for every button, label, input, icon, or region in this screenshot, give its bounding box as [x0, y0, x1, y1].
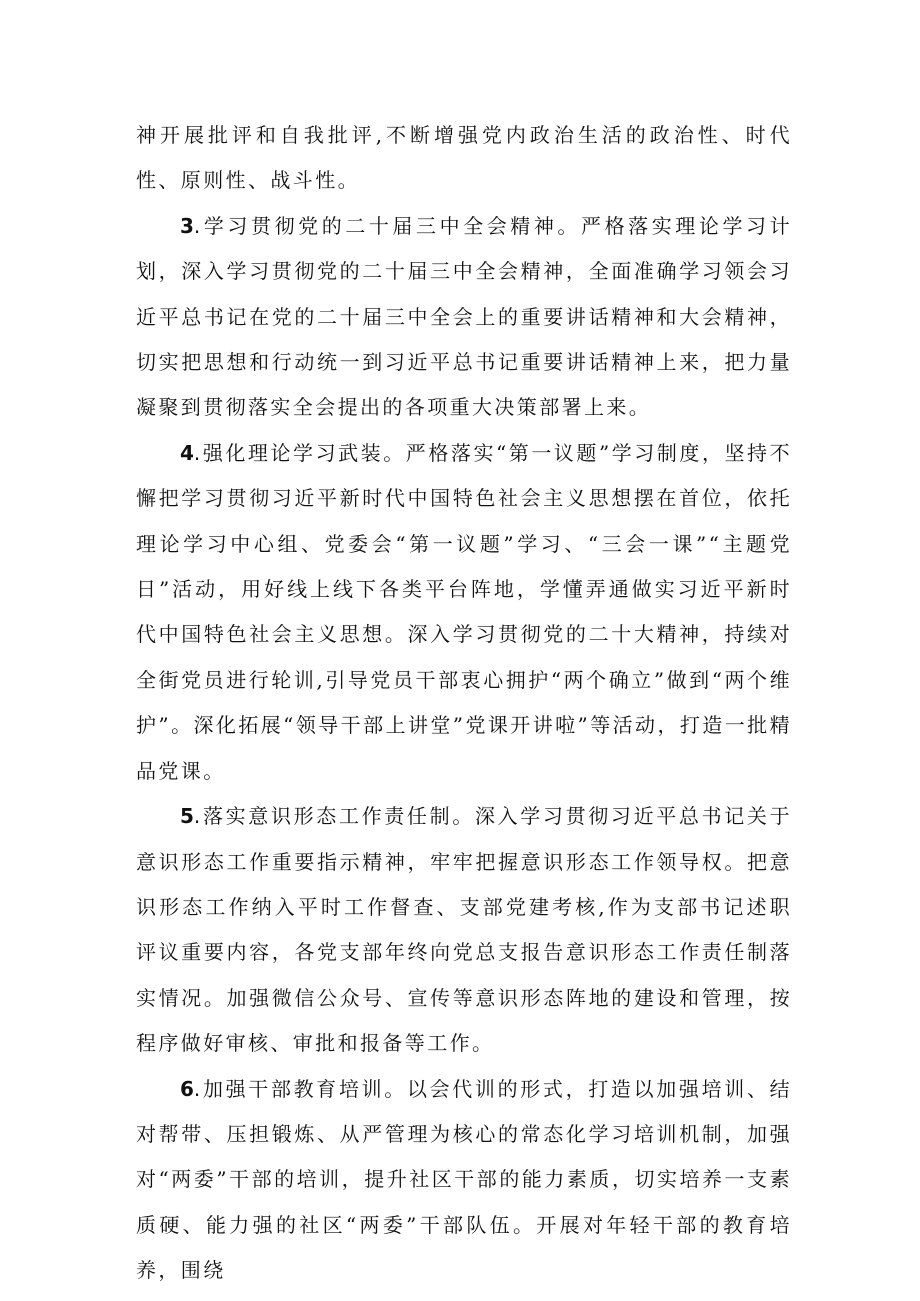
item-number: 3: [180, 213, 194, 238]
paragraph-continued: [136, 113, 792, 204]
item-heading: .学习贯彻党的二十届三中全会精神。: [193, 213, 582, 238]
item-number: 4: [180, 440, 194, 465]
paragraph-item-4: [136, 431, 792, 794]
paragraph-text: 以会代训的形式，打造以加强培训、结对帮带、压担锻炼、从严管理为核心的常态化学习培训机制，加强对“两委”干部的培训，提升社区干部的能力素质，切实培养一支素质硬、能力强的社区“两委”干部队伍。开展对年轻干部的教育培养，围绕: [136, 1076, 792, 1283]
paragraph-text: 严格落实理论学习计划，深入学习贯彻党的二十届三中全会精神，全面准确学习领会习近平总书记在党的二十届三中全会上的重要讲话精神和大会精神，切实把思想和行动统一到习近平总书记重要讲话精神上来，把力量凝聚到贯彻落实全会提出的各项重大决策部署上来。: [136, 213, 792, 420]
paragraph-item-6: [136, 1067, 792, 1294]
paragraph-item-3: [136, 204, 792, 431]
paragraph-text: 深入学习贯彻习近平总书记关于意识形态工作重要指示精神，牢牢把握意识形态工作领导权。把意识形态工作纳入平时工作督查、支部党建考核,作为支部书记述职评议重要内容，各党支部年终向党总支报告意识形态工作责任制落实情况。加强微信公众号、宣传等意识形态阵地的建设和管理，按程序做好审核、审批和报备等工作。: [136, 804, 792, 1056]
item-heading: .落实意识形态工作责任制。: [193, 804, 475, 829]
item-heading: .加强干部教育培训。: [193, 1076, 407, 1101]
item-number: 6: [180, 1076, 194, 1101]
item-heading: .强化理论学习武装。: [193, 440, 406, 465]
paragraph-text: 神开展批评和自我批评,不断增强党内政治生活的政治性、时代性、原则性、战斗性。: [136, 123, 792, 193]
item-number: 5: [180, 804, 194, 829]
paragraph-item-5: [136, 794, 792, 1066]
document-body: [136, 113, 792, 1294]
paragraph-text: 严格落实“第一议题”学习制度，坚持不懈把学习贯彻习近平新时代中国特色社会主义思想摆在首位，依托理论学习中心组、党委会“第一议题”学习、“三会一课”“主题党日”活动，用好线上线下各类平台阵地，学懂弄通做实习近平新时代中国特色社会主义思想。深入学习贯彻党的二十大精神，持续对全街党员进行轮训,引导党员干部衷心拥护“两个确立”做到“两个维护”。深化拓展“领导干部上讲堂”党课开讲啦”等活动，打造一批精品党课。: [136, 440, 793, 783]
